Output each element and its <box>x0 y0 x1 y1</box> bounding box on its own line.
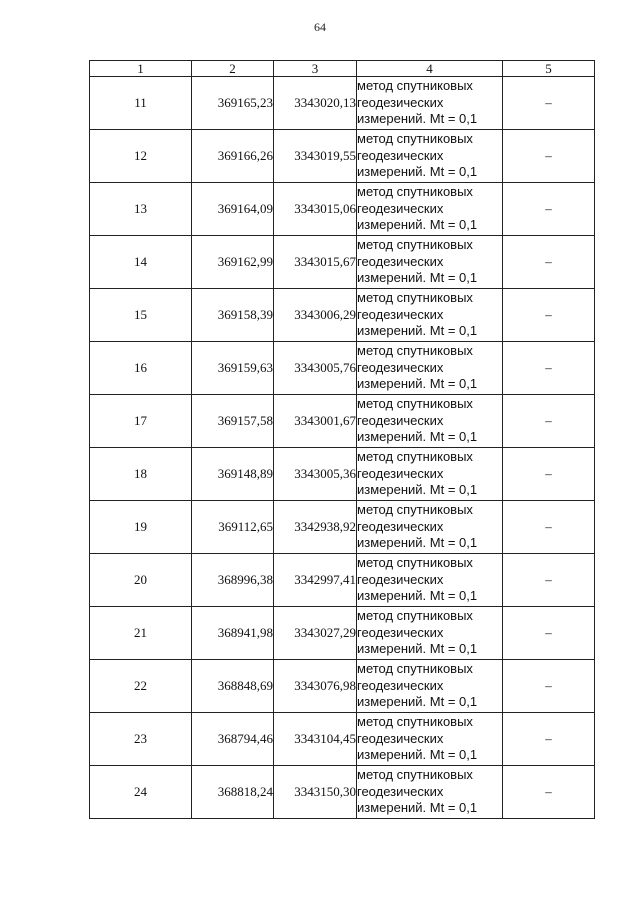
point-number-cell: 17 <box>90 395 192 448</box>
x-coordinate-cell: 368794,46 <box>192 713 274 766</box>
mark-cell: – <box>503 183 595 236</box>
table-row <box>90 342 595 395</box>
method-cell <box>357 342 503 395</box>
point-number-cell: 11 <box>90 77 192 130</box>
table-row <box>90 766 595 819</box>
y-coordinate-cell: 3343020,13 <box>274 77 357 130</box>
method-line: метод спутниковых <box>357 767 473 783</box>
table-body <box>90 61 595 819</box>
method-line: измерений. Mt = 0,1 <box>357 641 478 657</box>
point-number-cell: 21 <box>90 607 192 660</box>
mark-cell: – <box>503 713 595 766</box>
table-row <box>90 130 595 183</box>
method-cell <box>357 607 503 660</box>
mark-cell: – <box>503 130 595 183</box>
mark-cell: – <box>503 342 595 395</box>
table-row <box>90 448 595 501</box>
method-line: геодезических <box>357 200 444 216</box>
point-number-cell: 18 <box>90 448 192 501</box>
method-line: метод спутниковых <box>357 131 473 147</box>
method-line: геодезических <box>357 94 444 110</box>
mark-cell: – <box>503 289 595 342</box>
y-coordinate-cell: 3342938,92 <box>274 501 357 554</box>
mark-cell: – <box>503 77 595 130</box>
method-line: метод спутниковых <box>357 714 473 730</box>
point-number-cell: 14 <box>90 236 192 289</box>
method-cell <box>357 448 503 501</box>
y-coordinate-cell: 3343005,36 <box>274 448 357 501</box>
method-line: измерений. Mt = 0,1 <box>357 270 478 286</box>
method-line: измерений. Mt = 0,1 <box>357 217 478 233</box>
y-coordinate-cell: 3343006,29 <box>274 289 357 342</box>
method-cell <box>357 395 503 448</box>
x-coordinate-cell: 369157,58 <box>192 395 274 448</box>
mark-cell: – <box>503 501 595 554</box>
table-row <box>90 660 595 713</box>
method-cell <box>357 77 503 130</box>
method-cell <box>357 554 503 607</box>
method-line: метод спутниковых <box>357 555 473 571</box>
method-line: метод спутниковых <box>357 343 473 359</box>
table-row <box>90 289 595 342</box>
method-line: измерений. Mt = 0,1 <box>357 429 478 445</box>
column-header-2: 2 <box>192 61 274 77</box>
method-line: измерений. Mt = 0,1 <box>357 588 478 604</box>
method-line: измерений. Mt = 0,1 <box>357 111 478 127</box>
x-coordinate-cell: 368941,98 <box>192 607 274 660</box>
method-line: измерений. Mt = 0,1 <box>357 800 478 816</box>
mark-cell: – <box>503 766 595 819</box>
column-header-1: 1 <box>90 61 192 77</box>
method-line: измерений. Mt = 0,1 <box>357 323 478 339</box>
column-header-3: 3 <box>274 61 357 77</box>
method-line: геодезических <box>357 253 444 269</box>
point-number-cell: 22 <box>90 660 192 713</box>
method-line: геодезических <box>357 624 444 640</box>
method-cell <box>357 660 503 713</box>
x-coordinate-cell: 369158,39 <box>192 289 274 342</box>
method-line: геодезических <box>357 518 444 534</box>
y-coordinate-cell: 3343027,29 <box>274 607 357 660</box>
y-coordinate-cell: 3343104,45 <box>274 713 357 766</box>
x-coordinate-cell: 369112,65 <box>192 501 274 554</box>
method-line: геодезических <box>357 465 444 481</box>
method-line: метод спутниковых <box>357 184 473 200</box>
method-line: геодезических <box>357 677 444 693</box>
point-number-cell: 24 <box>90 766 192 819</box>
y-coordinate-cell: 3343019,55 <box>274 130 357 183</box>
method-line: метод спутниковых <box>357 78 473 94</box>
method-line: метод спутниковых <box>357 502 473 518</box>
method-cell <box>357 236 503 289</box>
x-coordinate-cell: 368996,38 <box>192 554 274 607</box>
point-number-cell: 15 <box>90 289 192 342</box>
table-header-row <box>90 61 595 77</box>
table-row <box>90 183 595 236</box>
mark-cell: – <box>503 607 595 660</box>
method-line: геодезических <box>357 412 444 428</box>
x-coordinate-cell: 369148,89 <box>192 448 274 501</box>
method-line: геодезических <box>357 359 444 375</box>
table-row <box>90 554 595 607</box>
y-coordinate-cell: 3343001,67 <box>274 395 357 448</box>
method-line: геодезических <box>357 306 444 322</box>
x-coordinate-cell: 369164,09 <box>192 183 274 236</box>
y-coordinate-cell: 3343076,98 <box>274 660 357 713</box>
table-row <box>90 395 595 448</box>
method-line: метод спутниковых <box>357 608 473 624</box>
method-line: измерений. Mt = 0,1 <box>357 164 478 180</box>
method-cell <box>357 766 503 819</box>
point-number-cell: 20 <box>90 554 192 607</box>
point-number-cell: 19 <box>90 501 192 554</box>
method-cell <box>357 130 503 183</box>
mark-cell: – <box>503 660 595 713</box>
point-number-cell: 12 <box>90 130 192 183</box>
method-line: геодезических <box>357 783 444 799</box>
x-coordinate-cell: 369162,99 <box>192 236 274 289</box>
column-header-4: 4 <box>357 61 503 77</box>
method-line: измерений. Mt = 0,1 <box>357 376 478 392</box>
table-row <box>90 236 595 289</box>
y-coordinate-cell: 3343150,30 <box>274 766 357 819</box>
method-cell <box>357 713 503 766</box>
page-number: 64 <box>314 20 326 34</box>
method-line: измерений. Mt = 0,1 <box>357 482 478 498</box>
method-line: геодезических <box>357 571 444 587</box>
method-line: метод спутниковых <box>357 237 473 253</box>
mark-cell: – <box>503 236 595 289</box>
method-cell <box>357 501 503 554</box>
point-number-cell: 13 <box>90 183 192 236</box>
y-coordinate-cell: 3343005,76 <box>274 342 357 395</box>
table-row <box>90 713 595 766</box>
column-header-5: 5 <box>503 61 595 77</box>
method-line: метод спутниковых <box>357 290 473 306</box>
mark-cell: – <box>503 448 595 501</box>
x-coordinate-cell: 369159,63 <box>192 342 274 395</box>
method-cell <box>357 289 503 342</box>
method-line: геодезических <box>357 730 444 746</box>
mark-cell: – <box>503 395 595 448</box>
y-coordinate-cell: 3343015,67 <box>274 236 357 289</box>
y-coordinate-cell: 3343015,06 <box>274 183 357 236</box>
method-line: измерений. Mt = 0,1 <box>357 694 478 710</box>
x-coordinate-cell: 368818,24 <box>192 766 274 819</box>
table-row <box>90 77 595 130</box>
x-coordinate-cell: 369165,23 <box>192 77 274 130</box>
method-line: метод спутниковых <box>357 449 473 465</box>
coordinates-table <box>89 60 595 819</box>
point-number-cell: 16 <box>90 342 192 395</box>
x-coordinate-cell: 368848,69 <box>192 660 274 713</box>
method-line: геодезических <box>357 147 444 163</box>
y-coordinate-cell: 3342997,41 <box>274 554 357 607</box>
method-line: метод спутниковых <box>357 396 473 412</box>
method-line: измерений. Mt = 0,1 <box>357 535 478 551</box>
table-row <box>90 607 595 660</box>
method-line: метод спутниковых <box>357 661 473 677</box>
point-number-cell: 23 <box>90 713 192 766</box>
mark-cell: – <box>503 554 595 607</box>
x-coordinate-cell: 369166,26 <box>192 130 274 183</box>
method-cell <box>357 183 503 236</box>
method-line: измерений. Mt = 0,1 <box>357 747 478 763</box>
table-row <box>90 501 595 554</box>
